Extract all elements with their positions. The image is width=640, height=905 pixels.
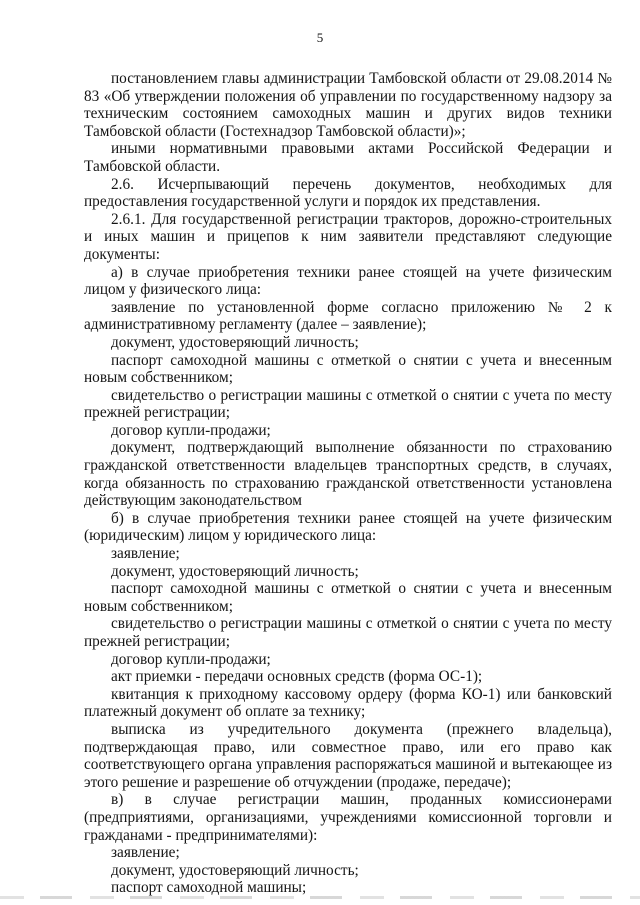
paragraph: иными нормативными правовыми актами Российской Федерации и Тамбовской области. [84, 140, 612, 175]
list-item: договор купли-продажи; [111, 421, 271, 439]
list-item: паспорт самоходной машины с отметкой о снятии с учета и внесенным новым собственником; [84, 351, 612, 387]
page-number: 5 [316, 30, 324, 45]
list-item: заявление; [111, 545, 180, 563]
list-item: заявление; [111, 844, 180, 862]
paragraph: постановлением главы администрации Тамбовской области от 29.08.2014 № 83 «Об утверждении положения об управлении по государственному надзору за техническим состоянием самоходных машин и других видов техники Тамбовской области (Гостехнадзор Тамбовской области)»; [84, 70, 612, 140]
list-item: документ, подтверждающий выполнение обязанности по страхованию гражданской ответственности владельцев транспортных средств, в случаях, когда обязанность по страхованию гражданской ответственности установлена действующим законодательством [84, 439, 612, 510]
section-heading: 2.6. Исчерпывающий перечень документов, необходимых для предоставления государственной услуги и порядок их представления. [84, 175, 612, 211]
paragraph: 2.6.1. Для государственной регистрации тракторов, дорожно-строительных и иных машин и прицепов к ним заявители представляют следующие документы: [84, 210, 612, 263]
list-item: заявление по установленной форме согласно приложению № 2 к административному регламенту (далее – заявление); [84, 298, 612, 334]
list-item: документ, удостоверяющий личность; [111, 861, 359, 879]
list-subheading: в) в случае регистрации машин, проданных комиссионерами (предприятиями, организациями, учреждениями комиссионной торговли и гражданами - предпринимателями): [84, 791, 612, 844]
list-subheading: б) в случае приобретения техники ранее стоящей на учете физическим (юридическим) лицом у юридического лица: [84, 509, 612, 545]
list-item: договор купли-продажи; [111, 650, 271, 668]
list-item: свидетельство о регистрации машины с отметкой о снятии с учета по месту прежней регистрации; [84, 615, 612, 650]
list-item: свидетельство о регистрации машины с отметкой о снятии с учета по месту прежней регистрации; [84, 386, 612, 422]
document-body [84, 70, 612, 897]
list-item: документ, удостоверяющий личность; [111, 562, 359, 580]
scan-edge-artifact [0, 896, 640, 899]
list-item: паспорт самоходной машины; [111, 879, 307, 897]
list-subheading: а) в случае приобретения техники ранее стоящей на учете физическим лицом у физического лица: [84, 263, 612, 299]
list-item: выписка из учредительного документа (прежнего владельца), подтверждающая право, или совместное право, или его право как соответствующего органа управления распоряжаться машиной и вытекающее из этого решение и разрешение об отчуждении (продаже, передаче); [84, 720, 612, 791]
list-item: акт приемки - передачи основных средств (форма ОС-1); [111, 668, 483, 686]
list-item: квитанция к приходному кассовому ордеру (форма КО-1) или банковский платежный документ об оплате за технику; [84, 685, 612, 721]
list-item: документ, удостоверяющий личность; [111, 333, 359, 351]
list-item: паспорт самоходной машины с отметкой о снятии с учета и внесенным новым собственником; [84, 580, 612, 615]
